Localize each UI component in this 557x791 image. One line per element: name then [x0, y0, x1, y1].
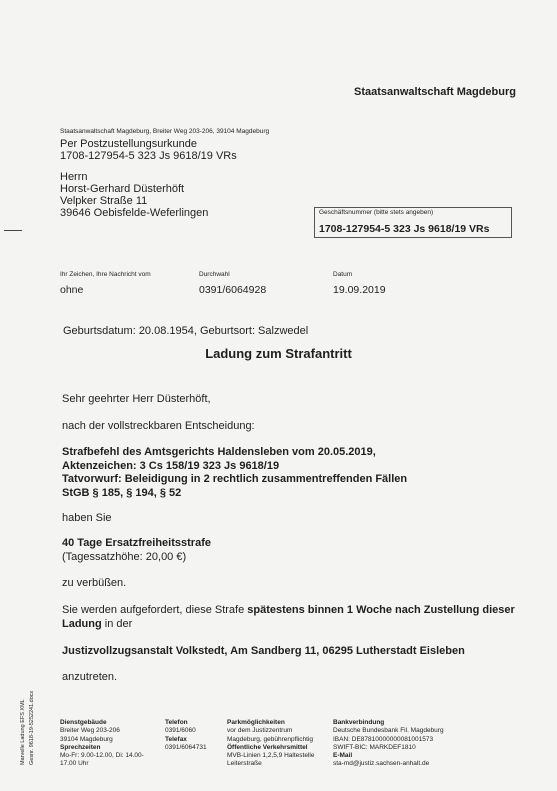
request-ladung: Ladung: [62, 618, 102, 630]
request-text-end: in der: [101, 618, 133, 630]
delivery-block: [60, 138, 237, 162]
footer-heading: Telefax: [165, 735, 187, 743]
sentence-block: [62, 537, 211, 564]
side-file-name: Gesnr. 9618-19-5252241.docx: [29, 690, 35, 765]
footer-text: Breiter Weg 203-206: [60, 727, 120, 735]
footer-parking: [227, 719, 314, 769]
footer-text: 39104 Magdeburg: [60, 735, 113, 743]
delivery-method: Per Postzustellungsurkunde: [60, 138, 197, 150]
decision-line: Tatvorwurf: Beleidigung in 2 rechtlich zusammentreffenden Fällen: [62, 473, 408, 485]
decision-line: Aktenzeichen: 3 Cs 158/19 323 Js 9618/19: [62, 459, 280, 472]
greeting: Sehr geehrter Herr Düsterhöft,: [62, 393, 211, 405]
footer-heading: Sprechzeiten: [60, 743, 101, 751]
reference-number: 1708-127954-5 323 Js 9618/19 VRs: [319, 223, 490, 235]
request-deadline: spätestens binnen 1 Woche nach Zustellung dieser: [247, 604, 515, 616]
decision-line: Strafbefehl des Amtsgerichts Haldensleben vom 20.05.2019,: [62, 446, 376, 458]
date-value: 19.09.2019: [333, 284, 386, 296]
footer-bank: [333, 719, 444, 769]
letter-subject: Ladung zum Strafantritt: [205, 346, 352, 361]
prison-address: Justizvollzugsanstalt Volkstedt, Am Sandberg 11, 06295 Lutherstadt Eisleben: [62, 645, 465, 657]
footer-text: Magdeburg, gebührenpflichtig: [227, 735, 314, 743]
authority-name: Staatsanwaltschaft Magdeburg: [354, 86, 516, 98]
birth-info: Geburtsdatum: 20.08.1954, Geburtsort: Salzwedel: [63, 325, 309, 337]
footer-heading: Dienstgebäude: [60, 719, 107, 726]
reference-label: Geschäftsnummer (bitte stets angeben): [319, 209, 434, 216]
footer-text: 0391/6060: [165, 727, 196, 735]
footer-text: Deutsche Bundesbank Fil. Magdeburg: [333, 727, 444, 735]
request-text: Sie werden aufgefordert, diese Strafe: [62, 604, 248, 616]
footer-heading: E-Mail: [333, 752, 353, 760]
footer-heading: Parkmöglichkeiten: [227, 719, 285, 726]
recipient-salutation: Herrn: [60, 171, 88, 183]
phone-ext-value: 0391/6064928: [199, 284, 267, 296]
recipient-address: [60, 171, 208, 219]
recipient-city: 39646 Oebisfelde-Weferlingen: [60, 207, 209, 219]
footer-text: 17.00 Uhr: [60, 760, 89, 768]
footer-text: SWIFT-BIC: MARKDEF1810: [333, 743, 416, 751]
footer-text: MVB-Linien 1,2,5,9 Haltestelle: [227, 752, 315, 760]
footer-text: Mo-Fr: 9.00-12.00, Di: 14.00-: [60, 752, 144, 760]
sender-line: Staatsanwaltschaft Magdeburg, Breiter Weg 203-206, 39104 Magdeburg: [60, 128, 270, 135]
serve-text: zu verbüßen.: [62, 577, 127, 589]
sentence-text: 40 Tage Ersatzfreiheitsstrafe: [62, 537, 211, 549]
fold-mark: [4, 230, 22, 231]
footer-text: IBAN: DE87810000000081001573: [333, 735, 434, 743]
recipient-name: Horst-Gerhard Düsterhöft: [60, 183, 185, 195]
closing-text: anzutreten.: [62, 671, 118, 683]
decision-line: StGB § 185, § 194, § 52: [62, 486, 182, 499]
phone-ext-label: Durchwahl: [199, 271, 230, 278]
recipient-street: Velpker Straße 11: [60, 195, 148, 207]
footer-building: [60, 719, 144, 769]
reference-box: [314, 207, 512, 238]
footer-text: Leiterstraße: [227, 760, 262, 768]
your-ref-label: Ihr Zeichen, Ihre Nachricht vom: [60, 271, 151, 278]
intro-text: nach der vollstreckbaren Entscheidung:: [62, 420, 255, 432]
date-label: Datum: [333, 271, 353, 278]
request-block: [62, 603, 515, 631]
haben-sie-text: haben Sie: [62, 512, 112, 524]
footer-heading: Öffentliche Verkehrsmittel: [227, 743, 308, 751]
footer-text: 0391/6064731: [165, 743, 207, 751]
footer-heading: Bankverbindung: [333, 719, 385, 726]
decision-block: [62, 446, 407, 500]
footer-email: sta-md@justiz.sachsen-anhalt.de: [333, 760, 430, 768]
side-doc-id: Marvelle Ladung EFS XML: [20, 699, 26, 765]
delivery-reference: 1708-127954-5 323 Js 9618/19 VRs: [60, 150, 237, 162]
footer-phone: [165, 719, 207, 752]
your-ref-value: ohne: [60, 284, 84, 296]
footer-heading: Telefon: [165, 719, 188, 726]
daily-rate-text: (Tagessatzhöhe: 20,00 €): [62, 550, 187, 563]
footer-text: vor dem Justizzentrum: [227, 727, 293, 735]
